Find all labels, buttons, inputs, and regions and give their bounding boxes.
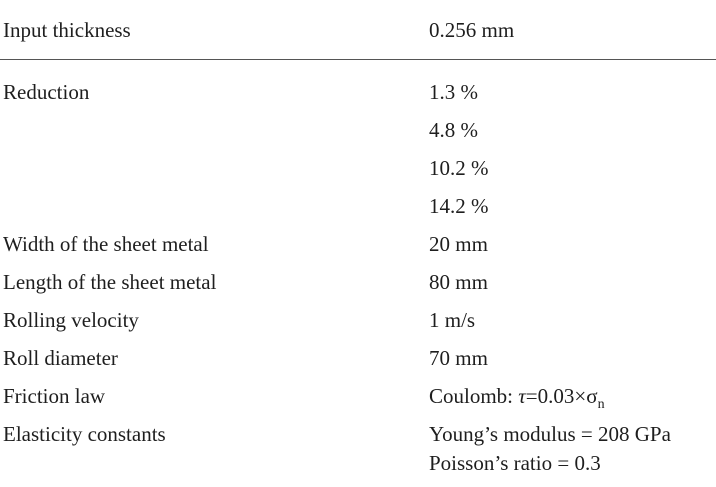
velocity-label: Rolling velocity	[3, 308, 139, 332]
diameter-value: 70 mm	[429, 346, 488, 370]
friction-prefix: Coulomb:	[429, 384, 519, 408]
header-value: 0.256 mm	[429, 18, 515, 42]
reduction-value: 10.2 %	[429, 156, 489, 180]
diameter-label: Roll diameter	[3, 346, 118, 370]
velocity-value: 1 m/s	[429, 308, 476, 332]
width-value: 20 mm	[429, 232, 488, 256]
header-label: Input thickness	[3, 18, 131, 42]
friction-expression: =0.03×σ	[525, 384, 598, 408]
header-rule	[0, 59, 716, 60]
length-value: 80 mm	[429, 270, 488, 294]
reduction-value: 4.8 %	[429, 118, 478, 142]
friction-tau: τ	[518, 384, 526, 408]
elasticity-label: Elasticity constants	[3, 422, 166, 446]
length-label: Length of the sheet metal	[3, 270, 217, 294]
elasticity-value: Young’s modulus = 208 GPa	[429, 422, 671, 446]
elasticity-value: Poisson’s ratio = 0.3	[429, 451, 601, 475]
friction-subscript: n	[597, 397, 605, 412]
reduction-value: 1.3 %	[429, 80, 478, 104]
reduction-label: Reduction	[3, 80, 90, 104]
reduction-value: 14.2 %	[429, 194, 489, 218]
width-label: Width of the sheet metal	[3, 232, 209, 256]
friction-label: Friction law	[3, 384, 106, 408]
friction-value	[429, 384, 605, 412]
